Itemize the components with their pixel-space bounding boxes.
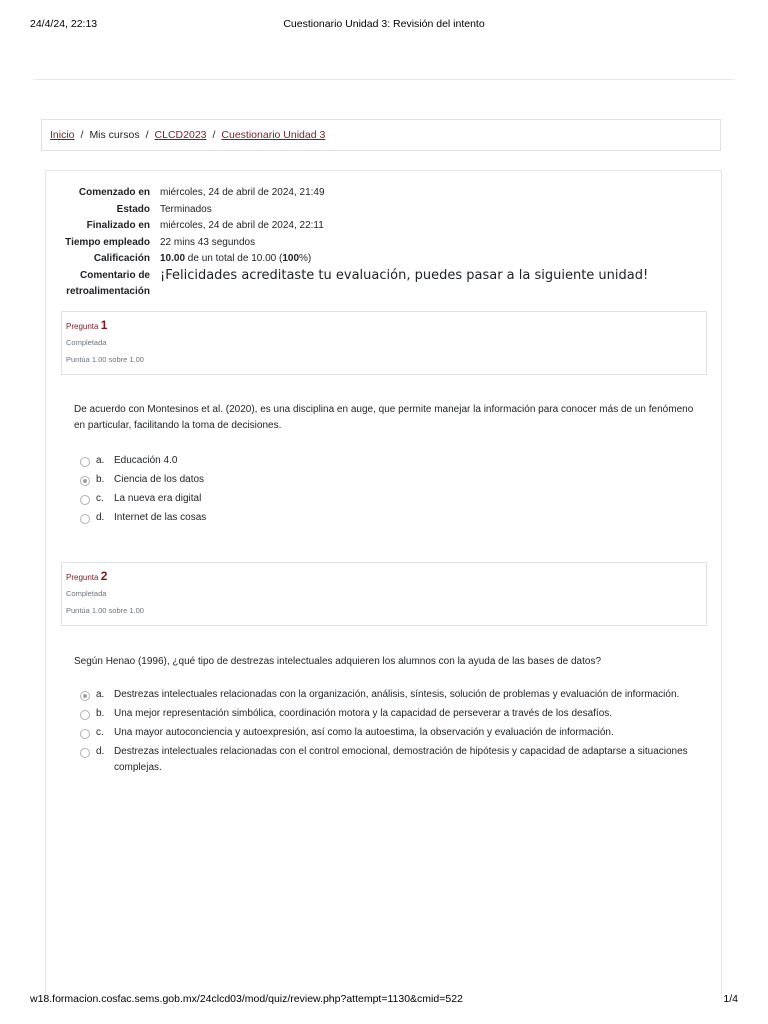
summary-label: Comentario de retroalimentación [66,269,150,297]
answer-option[interactable] [80,744,700,776]
question-text: Según Henao (1996), ¿qué tipo de destrezas intelectuales adquieren los alumnos con la ayuda de las bases de datos? [74,656,602,667]
question-state: Completada [66,589,107,598]
breadcrumb-quiz-link[interactable]: Cuestionario Unidad 3 [221,129,326,141]
answer-text: Ciencia de los datos [114,474,205,485]
grade-score: 10.00 [160,253,186,264]
breadcrumb-separator: / [145,129,149,141]
summary-row-started [40,185,720,202]
answer-letter: d. [96,746,105,757]
print-datetime: 24/4/24, 22:13 [30,18,98,30]
radio-button[interactable] [80,748,90,758]
question-state: Completada [66,338,107,347]
print-url: w18.formacion.cosfac.sems.gob.mx/24clcd03/mod/quiz/review.php?attempt=1130&cmid=522 [30,993,463,1005]
question-info [61,311,707,375]
answer-text: Destrezas intelectuales relacionadas con la organización, análisis, síntesis, solución de problemas y evaluación de información. [114,689,680,700]
summary-value: miércoles, 24 de abril de 2024, 21:49 [160,187,325,198]
question-info [61,562,707,626]
answer-option[interactable] [80,453,700,469]
summary-label: Finalizado en [86,220,150,231]
attempt-summary [40,185,720,301]
answer-text: La nueva era digital [114,493,202,504]
answer-option[interactable] [80,510,700,526]
answer-letter: d. [96,512,105,523]
summary-label: Tiempo empleado [65,236,150,248]
answer-option[interactable] [80,472,700,488]
grade-middle: de un total de 10.00 ( [185,253,283,264]
breadcrumb-separator: / [212,129,216,141]
question-number [66,569,702,583]
answer-option[interactable] [80,725,700,741]
print-page-number: 1/4 [723,993,738,1005]
radio-button[interactable] [80,514,90,524]
radio-button-selected[interactable] [80,691,90,701]
answer-option[interactable] [80,706,700,722]
breadcrumb-mis-cursos: Mis cursos [89,129,140,141]
answer-list [80,687,700,779]
question-num: 2 [100,569,108,583]
breadcrumb-inicio-link[interactable]: Inicio [50,129,75,141]
answer-text: Una mayor autoconciencia y autoexpresión, así como la autoestima, la observación y evaluación de información. [114,727,614,738]
summary-value [160,251,720,268]
question-prefix: Pregunta [66,322,99,331]
summary-value: Terminados [160,203,212,215]
summary-value: miércoles, 24 de abril de 2024, 22:11 [160,220,324,231]
question-text: De acuerdo con Montesinos et al. (2020), es una disciplina en auge, que permite manejar la información para conocer más de un fenómeno en particular, facilitando la toma de decisiones. [74,404,694,431]
question-grade: Puntúa 1.00 sobre 1.00 [66,606,144,615]
answer-letter: a. [96,455,105,466]
summary-label: Comenzado en [78,187,150,198]
breadcrumb-separator: / [80,129,84,141]
summary-row-grade [40,251,720,268]
question-num: 1 [100,318,108,332]
question-grade: Puntúa 1.00 sobre 1.00 [66,355,144,364]
radio-button-selected[interactable] [80,476,90,486]
breadcrumb [41,119,721,151]
answer-text: Educación 4.0 [114,455,178,466]
summary-label: Estado [116,203,150,215]
summary-label: Calificación [93,253,150,264]
answer-option[interactable] [80,491,700,507]
question-prefix: Pregunta [66,573,99,582]
grade-end: %) [299,253,312,264]
answer-text: Destrezas intelectuales relacionadas con el control emocional, demostración de hipótesis y capacidad de adaptarse a situaciones complejas. [114,746,688,773]
answer-letter: c. [96,493,104,504]
answer-letter: b. [96,708,105,719]
print-header [30,18,738,32]
print-title: Cuestionario Unidad 3: Revisión del intento [283,18,485,30]
summary-row-time [40,235,720,252]
radio-button[interactable] [80,457,90,467]
answer-option[interactable] [80,687,700,703]
breadcrumb-course-link[interactable]: CLCD2023 [154,129,207,141]
radio-button[interactable] [80,729,90,739]
answer-text: Una mejor representación simbólica, coordinación motora y la capacidad de perseverar a través de los desafíos. [114,708,613,719]
radio-button[interactable] [80,710,90,720]
summary-row-feedback [40,268,720,301]
header-divider [34,79,734,80]
grade-percent: 100 [282,253,300,264]
print-footer [30,993,738,1007]
answer-text: Internet de las cosas [114,512,207,523]
summary-row-state [40,202,720,219]
summary-row-finished [40,218,720,235]
question-number [66,318,702,332]
radio-button[interactable] [80,495,90,505]
answer-letter: a. [96,689,105,700]
summary-feedback: ¡Felicidades acreditaste tu evaluación, puedes pasar a la siguiente unidad! [160,267,649,283]
answer-list [80,453,700,529]
answer-letter: b. [96,474,105,485]
answer-letter: c. [96,727,104,738]
summary-value: 22 mins 43 segundos [160,236,256,248]
